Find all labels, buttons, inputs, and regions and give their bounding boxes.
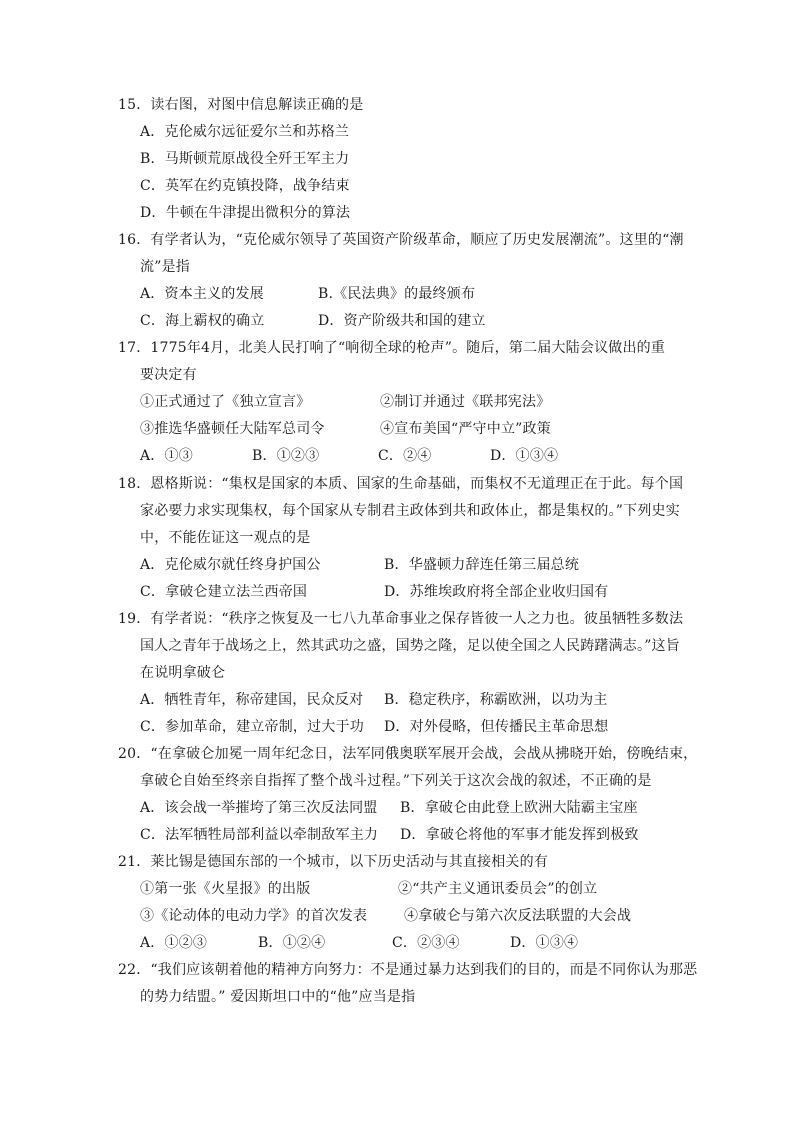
option-a: A．①③ [140,448,193,464]
question-stem: 15．读右图，对图中信息解读正确的是 [118,97,364,113]
item-4: ④宣布美国“严守中立”政策 [380,421,551,437]
option-b: B．①②③ [252,448,320,464]
option-b: B．①②④ [258,935,326,951]
option-c: C．②③④ [392,935,460,951]
item-3: ③《论动体的电动力学》的首次发表 [140,908,368,924]
question-stem: 18．恩格斯说：“集权是国家的本质、国家的生命基础，而集权不无道理正在于此。每个国 [118,476,684,492]
option-a: A．①②③ [140,935,208,951]
question-stem: 17．1775年4月，北美人民打响了“响彻全球的枪声”。随后，第二届大陆会议做出的重 [118,340,666,356]
option-b: B．华盛顿力辞连任第三届总统 [384,557,580,573]
question-stem: 19．有学者说：“秩序之恢复及一七八九革命事业之保存皆彼一人之力也。彼虽牺牲多数法 [118,611,684,627]
option-d: D．①③④ [490,448,559,464]
question-stem-cont: 的势力结盟。” 爱因斯坦口中的“他”应当是指 [140,989,416,1005]
item-4: ④拿破仑与第六次反法联盟的大会战 [404,908,632,924]
option-d: D．对外侵略，但传播民主革命思想 [384,719,609,735]
question-stem-cont: 国人之青年于战场之上，然其武功之盛，国势之隆，足以使全国之人民踌躇满志。”这旨 [140,638,680,654]
option-b: B．拿破仑由此登上欧洲大陆霸主宝座 [400,800,638,816]
question-stem-cont: 流”是指 [140,259,190,275]
option-a: A．资本主义的发展 [140,286,264,302]
option-b: B．马斯顿荒原战役全歼王军主力 [140,151,350,167]
option-a: A．克伦威尔远征爱尔兰和苏格兰 [140,124,350,140]
question-stem-cont: 家必要力求实现集权，每个国家从专制君主政体到共和政体止，都是集权的。”下列史实 [140,503,680,519]
question-stem: 16．有学者认为，“克伦威尔领导了英国资产阶级革命，顺应了历史发展潮流”。这里的“潮 [118,232,684,248]
option-d: D．牛顿在牛津提出微积分的算法 [140,205,351,221]
option-b: B．稳定秩序，称霸欧洲，以功为主 [384,692,608,708]
option-c: C．②④ [378,448,432,464]
option-c: C．参加革命，建立帝制，过大于功 [140,719,364,735]
item-3: ③推选华盛顿任大陆军总司令 [140,421,325,437]
question-stem-cont: 在说明拿破仑 [140,665,226,681]
item-2: ②制订并通过《联邦宪法》 [380,394,551,410]
question-stem: 21．莱比锡是德国东部的一个城市，以下历史活动与其直接相关的有 [118,854,549,870]
option-a: A．该会战一举摧垮了第三次反法同盟 [140,800,378,816]
question-stem-cont: 拿破仑自始至终亲自指挥了整个战斗过程。”下列关于这次会战的叙述，不正确的是 [140,773,652,789]
option-d: D．①③④ [510,935,579,951]
item-2: ②“共产主义通讯委员会”的创立 [398,881,598,897]
option-c: C．英军在约克镇投降，战争结束 [140,178,350,194]
option-c: C．法军牺牲局部利益以牵制敌军主力 [140,827,379,843]
question-stem: 20．“在拿破仑加冕一周年纪念日，法军同俄奥联军展开会战，会战从拂晓开始，傍晚结束， [118,746,698,762]
item-1: ①第一张《火星报》的出版 [140,881,311,897]
question-stem-cont: 要决定有 [140,367,197,383]
question-stem-cont: 中，不能佐证这一观点的是 [140,530,311,546]
question-stem: 22．“我们应该朝着他的精神方向努力：不是通过暴力达到我们的目的，而是不同你认为那恶 [118,962,698,978]
option-d: D．拿破仑将他的军事才能发挥到极致 [400,827,639,843]
option-d: D．资产阶级共和国的建立 [318,313,486,329]
option-d: D．苏维埃政府将全部企业收归国有 [384,584,609,600]
item-1: ①正式通过了《独立宣言》 [140,394,311,410]
option-a: A．克伦威尔就任终身护国公 [140,557,321,573]
option-c: C．拿破仑建立法兰西帝国 [140,584,308,600]
option-b: B.《民法典》的最终颁布 [318,286,476,302]
option-a: A．牺牲青年，称帝建国，民众反对 [140,692,364,708]
option-c: C．海上霸权的确立 [140,313,265,329]
